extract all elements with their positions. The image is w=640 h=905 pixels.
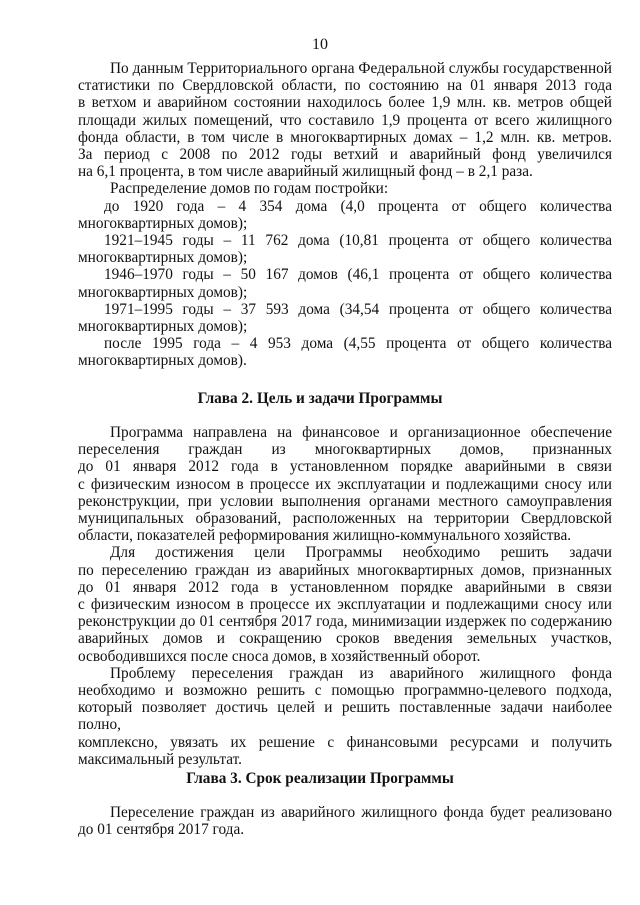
- text-line: с физическим износом в процессе их эксплуатации и подлежащими сносу или: [78, 596, 612, 614]
- distribution-item: 1946–1970 годы – 50 167 домов (46,1 процента от общего количества: [104, 266, 612, 284]
- text-line: комплексно, увязать их решение с финансовыми ресурсами и получить: [78, 733, 612, 751]
- distribution-item-cont: многоквартирных домов);: [78, 283, 248, 301]
- text-line: реконструкции до 01 сентября 2017 года, минимизации издержек по содержанию: [78, 613, 612, 631]
- text-line: освободившихся после сноса домов, в хозяйственный оборот.: [78, 647, 481, 665]
- text-line: фонда области, в том числе в многоквартирных домах – 1,2 млн. кв. метров.: [78, 128, 612, 146]
- text-line: Для достижения цели Программы необходимо решить задачи: [110, 544, 612, 562]
- distribution-item-cont: многоквартирных домов);: [78, 249, 248, 267]
- text-line: аварийных домов и сокращению сроков введения земельных участков,: [78, 630, 612, 648]
- intro-paragraph: [78, 60, 612, 370]
- text-line: до 01 января 2012 года в установленном порядке аварийными в связи: [78, 458, 612, 476]
- text-line: максимальный результат.: [78, 750, 242, 768]
- distribution-item: после 1995 года – 4 953 дома (4,55 процента от общего количества: [104, 335, 612, 353]
- chapter-3-heading: Глава 3. Срок реализации Программы: [186, 770, 454, 787]
- text-line: в ветхом и аварийном состоянии находилось более 1,9 млн. кв. метров общей: [78, 94, 612, 112]
- text-line: За период с 2008 по 2012 годы ветхий и аварийный фонд увеличился: [78, 146, 612, 164]
- chapter-2-heading: Глава 2. Цель и задачи Программы: [197, 390, 443, 407]
- distribution-item: 1921–1945 годы – 11 762 дома (10,81 процента от общего количества: [104, 232, 612, 250]
- text-line: По данным Территориального органа Федеральной службы государственной: [110, 60, 612, 77]
- distribution-item: до 1920 года – 4 354 дома (4,0 процента от общего количества: [104, 197, 612, 215]
- text-line: Переселение граждан из аварийного жилищного фонда будет реализовано: [110, 804, 612, 821]
- text-line: который позволяет достичь целей и решить поставленные задачи наиболее полно,: [78, 699, 612, 734]
- text-line: Проблему переселения граждан из аварийного жилищного фонда: [110, 664, 612, 682]
- text-line: до 01 сентября 2017 года.: [78, 821, 245, 839]
- text-line: муниципальных образований, расположенных на территории Свердловской: [78, 510, 612, 528]
- text-line: по переселению граждан из аварийных многоквартирных домов, признанных: [78, 561, 612, 579]
- text-line: с физическим износом в процессе их эксплуатации и подлежащими сносу или: [78, 475, 612, 493]
- distribution-item: 1971–1995 годы – 37 593 дома (34,54 процента от общего количества: [104, 300, 612, 318]
- page-number: 10: [312, 36, 328, 53]
- text-line: необходимо и возможно решить с помощью программно-целевого подхода,: [78, 682, 612, 700]
- distribution-item-cont: многоквартирных домов);: [78, 318, 248, 336]
- chapter-2-body: [78, 424, 612, 768]
- text-line: области, показателей реформирования жилищно-коммунального хозяйства.: [78, 527, 572, 545]
- text-line: площади жилых помещений, что составило 1,9 процента от всего жилищного: [78, 111, 612, 129]
- text-line: Программа направлена на финансовое и организационное обеспечение: [110, 424, 612, 441]
- text-line: статистики по Свердловской области, по состоянию на 01 января 2013 года: [78, 77, 612, 95]
- text-line: реконструкции, при условии выполнения органами местного самоуправления: [78, 492, 612, 510]
- distribution-title: Распределение домов по годам постройки:: [110, 180, 389, 198]
- text-line: на 6,1 процента, в том числе аварийный жилищный фонд – в 2,1 раза.: [78, 163, 533, 181]
- distribution-item-cont: многоквартирных домов).: [78, 352, 247, 370]
- text-line: до 01 января 2012 года в установленном порядке аварийными в связи: [78, 578, 612, 596]
- chapter-3-body: [78, 804, 612, 838]
- text-line: переселения граждан из многоквартирных домов, признанных: [78, 441, 612, 459]
- distribution-item-cont: многоквартирных домов);: [78, 214, 248, 232]
